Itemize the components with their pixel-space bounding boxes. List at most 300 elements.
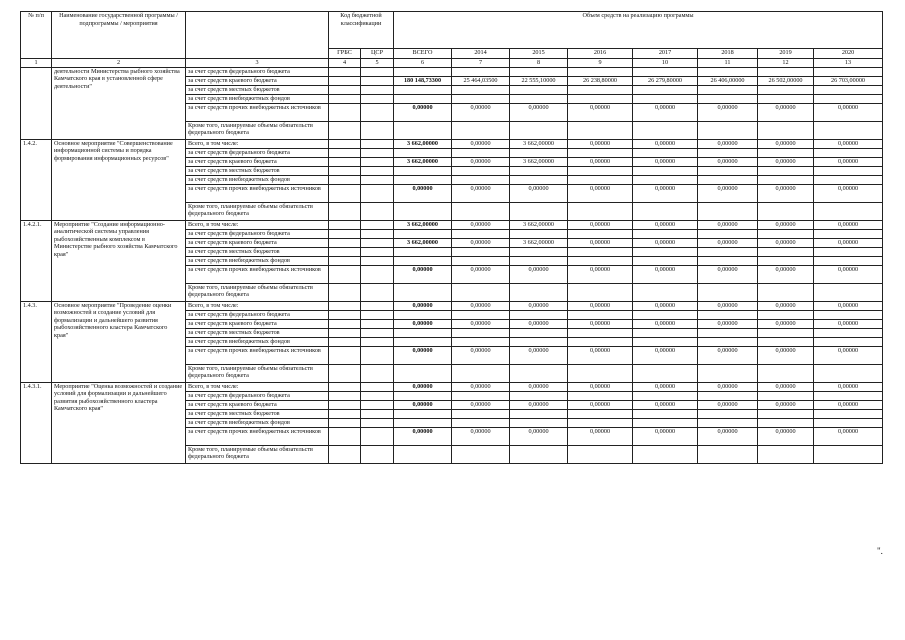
year-value: 0,00000 xyxy=(814,400,883,409)
year-value xyxy=(633,175,698,184)
funding-source-label: Всего, в том числе: xyxy=(186,382,329,391)
year-value xyxy=(698,391,758,400)
grbs-cell xyxy=(329,67,361,76)
year-value: 0,00000 xyxy=(633,184,698,202)
csr-cell xyxy=(361,220,394,229)
csr-cell xyxy=(361,67,394,76)
total-value: 0,00000 xyxy=(394,346,452,364)
header-total: ВСЕГО xyxy=(394,49,452,59)
year-value xyxy=(814,391,883,400)
year-value xyxy=(698,409,758,418)
funding-source-label: за счет средств внебюджетных фондов xyxy=(186,94,329,103)
total-value: 3 662,00000 xyxy=(394,139,452,148)
year-value xyxy=(698,337,758,346)
funding-source-label: Всего, в том числе: xyxy=(186,139,329,148)
year-value xyxy=(758,94,814,103)
funding-source-label: за счет средств федерального бюджета xyxy=(186,310,329,319)
csr-cell xyxy=(361,391,394,400)
year-value: 0,00000 xyxy=(814,382,883,391)
year-value xyxy=(698,121,758,139)
year-value: 0,00000 xyxy=(510,382,568,391)
funding-source-label: за счет средств местных бюджетов xyxy=(186,166,329,175)
header-year: 2017 xyxy=(633,49,698,59)
year-value: 0,00000 xyxy=(698,265,758,283)
item-name: деятельности Министерства рыбного хозяйства Камчатского края в установленной сфере деятельности" xyxy=(52,67,186,139)
year-value xyxy=(633,202,698,220)
year-value: 0,00000 xyxy=(698,103,758,121)
year-value: 0,00000 xyxy=(814,157,883,166)
col-num: 8 xyxy=(510,59,568,68)
year-value xyxy=(568,418,633,427)
grbs-cell xyxy=(329,319,361,328)
year-value xyxy=(452,283,510,301)
year-value xyxy=(452,175,510,184)
total-value: 3 662,00000 xyxy=(394,238,452,247)
year-value: 0,00000 xyxy=(698,301,758,310)
year-value xyxy=(510,85,568,94)
total-value xyxy=(394,175,452,184)
year-value: 0,00000 xyxy=(633,157,698,166)
year-value xyxy=(814,364,883,382)
year-value xyxy=(510,229,568,238)
csr-cell xyxy=(361,229,394,238)
csr-cell xyxy=(361,148,394,157)
year-value: 0,00000 xyxy=(814,238,883,247)
csr-cell xyxy=(361,265,394,283)
year-value xyxy=(510,166,568,175)
total-value xyxy=(394,256,452,265)
grbs-cell xyxy=(329,202,361,220)
year-value: 3 662,00000 xyxy=(510,238,568,247)
year-value xyxy=(814,166,883,175)
year-value xyxy=(568,445,633,463)
csr-cell xyxy=(361,364,394,382)
year-value: 0,00000 xyxy=(568,184,633,202)
year-value xyxy=(758,148,814,157)
csr-cell xyxy=(361,283,394,301)
year-value xyxy=(814,85,883,94)
year-value xyxy=(510,328,568,337)
year-value xyxy=(814,67,883,76)
year-value: 0,00000 xyxy=(698,382,758,391)
year-value: 0,00000 xyxy=(814,184,883,202)
grbs-cell xyxy=(329,382,361,391)
year-value xyxy=(568,328,633,337)
table-row xyxy=(21,301,883,310)
year-value xyxy=(452,256,510,265)
year-value: 0,00000 xyxy=(814,265,883,283)
year-value: 0,00000 xyxy=(814,301,883,310)
funding-source-label: за счет средств внебюджетных фондов xyxy=(186,256,329,265)
year-value xyxy=(814,175,883,184)
year-value: 0,00000 xyxy=(758,238,814,247)
year-value: 0,00000 xyxy=(510,400,568,409)
funding-source-label: Кроме того, планируемые объемы обязательств федерального бюджета xyxy=(186,202,329,220)
year-value xyxy=(633,328,698,337)
csr-cell xyxy=(361,94,394,103)
year-value: 0,00000 xyxy=(452,103,510,121)
grbs-cell xyxy=(329,400,361,409)
header-grbs: ГРБС xyxy=(329,49,361,59)
total-value xyxy=(394,391,452,400)
year-value xyxy=(452,67,510,76)
total-value xyxy=(394,121,452,139)
total-value: 0,00000 xyxy=(394,301,452,310)
year-value: 0,00000 xyxy=(510,427,568,445)
year-value xyxy=(568,67,633,76)
year-value: 0,00000 xyxy=(633,301,698,310)
year-value xyxy=(758,364,814,382)
funding-source-label: за счет средств федерального бюджета xyxy=(186,391,329,400)
total-value xyxy=(394,310,452,319)
grbs-cell xyxy=(329,265,361,283)
year-value xyxy=(698,94,758,103)
total-value xyxy=(394,166,452,175)
year-value: 3 662,00000 xyxy=(510,157,568,166)
total-value xyxy=(394,364,452,382)
year-value xyxy=(568,94,633,103)
header-year: 2018 xyxy=(698,49,758,59)
year-value: 0,00000 xyxy=(814,319,883,328)
year-value: 0,00000 xyxy=(698,238,758,247)
year-value: 0,00000 xyxy=(568,157,633,166)
year-value: 0,00000 xyxy=(698,400,758,409)
item-number: 1.4.2. xyxy=(21,139,52,220)
grbs-cell xyxy=(329,328,361,337)
funding-source-label: Кроме того, планируемые объемы обязательств федерального бюджета xyxy=(186,364,329,382)
year-value xyxy=(633,418,698,427)
year-value xyxy=(758,202,814,220)
total-value xyxy=(394,409,452,418)
year-value xyxy=(758,256,814,265)
grbs-cell xyxy=(329,364,361,382)
year-value xyxy=(633,310,698,319)
funding-source-label: Кроме того, планируемые объемы обязательств федерального бюджета xyxy=(186,445,329,463)
item-number: 1.4.3. xyxy=(21,301,52,382)
year-value xyxy=(452,364,510,382)
year-value xyxy=(698,364,758,382)
year-value xyxy=(633,166,698,175)
year-value xyxy=(510,337,568,346)
year-value xyxy=(633,445,698,463)
grbs-cell xyxy=(329,76,361,85)
total-value: 0,00000 xyxy=(394,265,452,283)
year-value: 0,00000 xyxy=(510,265,568,283)
year-value xyxy=(510,283,568,301)
item-number xyxy=(21,67,52,139)
year-value xyxy=(568,283,633,301)
year-value xyxy=(452,328,510,337)
funding-source-label: за счет средств внебюджетных фондов xyxy=(186,175,329,184)
year-value: 0,00000 xyxy=(758,319,814,328)
total-value: 0,00000 xyxy=(394,400,452,409)
col-num: 12 xyxy=(758,59,814,68)
grbs-cell xyxy=(329,391,361,400)
year-value: 0,00000 xyxy=(633,139,698,148)
year-value xyxy=(568,310,633,319)
year-value xyxy=(452,94,510,103)
csr-cell xyxy=(361,103,394,121)
year-value xyxy=(814,328,883,337)
year-value xyxy=(510,409,568,418)
budget-table xyxy=(20,11,883,464)
csr-cell xyxy=(361,310,394,319)
funding-source-label: за счет средств прочих внебюджетных источников xyxy=(186,184,329,202)
grbs-cell xyxy=(329,238,361,247)
year-value xyxy=(568,166,633,175)
year-value: 0,00000 xyxy=(568,400,633,409)
year-value: 0,00000 xyxy=(568,301,633,310)
year-value: 0,00000 xyxy=(758,139,814,148)
year-value: 0,00000 xyxy=(452,346,510,364)
grbs-cell xyxy=(329,220,361,229)
year-value xyxy=(814,121,883,139)
grbs-cell xyxy=(329,121,361,139)
total-value: 0,00000 xyxy=(394,319,452,328)
csr-cell xyxy=(361,256,394,265)
funding-source-label: Всего, в том числе: xyxy=(186,301,329,310)
col-num: 10 xyxy=(633,59,698,68)
total-value: 0,00000 xyxy=(394,184,452,202)
year-value: 0,00000 xyxy=(452,319,510,328)
year-value xyxy=(510,247,568,256)
header-num: № п/п xyxy=(21,12,52,59)
year-value: 0,00000 xyxy=(568,427,633,445)
year-value xyxy=(510,121,568,139)
year-value xyxy=(633,94,698,103)
year-value: 0,00000 xyxy=(510,103,568,121)
year-value xyxy=(698,148,758,157)
year-value: 0,00000 xyxy=(698,319,758,328)
year-value xyxy=(814,256,883,265)
year-value: 0,00000 xyxy=(758,103,814,121)
csr-cell xyxy=(361,202,394,220)
year-value: 0,00000 xyxy=(633,346,698,364)
year-value xyxy=(568,229,633,238)
year-value xyxy=(698,283,758,301)
year-value: 3 662,00000 xyxy=(510,220,568,229)
year-value xyxy=(452,391,510,400)
total-value xyxy=(394,247,452,256)
year-value: 0,00000 xyxy=(814,103,883,121)
funding-source-label: за счет средств прочих внебюджетных источников xyxy=(186,346,329,364)
header-year: 2015 xyxy=(510,49,568,59)
year-value xyxy=(698,166,758,175)
year-value: 0,00000 xyxy=(758,346,814,364)
year-value xyxy=(814,148,883,157)
year-value: 0,00000 xyxy=(758,382,814,391)
column-number-row xyxy=(21,59,883,68)
year-value xyxy=(510,202,568,220)
total-value xyxy=(394,229,452,238)
grbs-cell xyxy=(329,247,361,256)
year-value: 0,00000 xyxy=(633,103,698,121)
total-value xyxy=(394,337,452,346)
year-value: 0,00000 xyxy=(568,382,633,391)
total-value xyxy=(394,67,452,76)
csr-cell xyxy=(361,418,394,427)
col-num: 6 xyxy=(394,59,452,68)
csr-cell xyxy=(361,409,394,418)
grbs-cell xyxy=(329,445,361,463)
year-value: 0,00000 xyxy=(510,346,568,364)
grbs-cell xyxy=(329,148,361,157)
year-value: 0,00000 xyxy=(758,301,814,310)
table-row xyxy=(21,382,883,391)
year-value xyxy=(452,148,510,157)
header-volume: Объем средств на реализацию программы xyxy=(394,12,883,49)
year-value: 0,00000 xyxy=(633,238,698,247)
total-value: 0,00000 xyxy=(394,427,452,445)
year-value xyxy=(758,391,814,400)
csr-cell xyxy=(361,247,394,256)
csr-cell xyxy=(361,85,394,94)
csr-cell xyxy=(361,400,394,409)
funding-source-label: за счет средств краевого бюджета xyxy=(186,76,329,85)
year-value: 22 555,10000 xyxy=(510,76,568,85)
year-value xyxy=(698,445,758,463)
funding-source-label: за счет средств краевого бюджета xyxy=(186,400,329,409)
year-value xyxy=(510,256,568,265)
year-value: 0,00000 xyxy=(452,301,510,310)
header-row-1 xyxy=(21,12,883,49)
header-name: Наименование государственной программы / подпрограммы / мероприятия xyxy=(52,12,186,59)
csr-cell xyxy=(361,157,394,166)
year-value: 3 662,00000 xyxy=(510,139,568,148)
year-value: 0,00000 xyxy=(698,220,758,229)
year-value xyxy=(758,418,814,427)
year-value xyxy=(633,148,698,157)
year-value xyxy=(633,391,698,400)
year-value xyxy=(758,310,814,319)
year-value xyxy=(568,256,633,265)
year-value: 26 502,00000 xyxy=(758,76,814,85)
header-code: Код бюджетной классификации xyxy=(329,12,394,49)
year-value: 0,00000 xyxy=(452,220,510,229)
total-value xyxy=(394,85,452,94)
year-value xyxy=(633,247,698,256)
year-value xyxy=(568,148,633,157)
year-value: 0,00000 xyxy=(814,220,883,229)
grbs-cell xyxy=(329,310,361,319)
funding-source-label: за счет средств местных бюджетов xyxy=(186,328,329,337)
year-value xyxy=(510,418,568,427)
year-value: 0,00000 xyxy=(633,400,698,409)
year-value xyxy=(814,445,883,463)
year-value xyxy=(758,445,814,463)
year-value xyxy=(510,148,568,157)
csr-cell xyxy=(361,166,394,175)
year-value: 0,00000 xyxy=(814,139,883,148)
header-csr: ЦСР xyxy=(361,49,394,59)
year-value: 0,00000 xyxy=(452,382,510,391)
year-value: 0,00000 xyxy=(698,139,758,148)
year-value: 0,00000 xyxy=(452,184,510,202)
year-value: 0,00000 xyxy=(633,382,698,391)
funding-source-label: за счет средств федерального бюджета xyxy=(186,229,329,238)
year-value xyxy=(814,229,883,238)
year-value xyxy=(452,337,510,346)
grbs-cell xyxy=(329,409,361,418)
year-value: 0,00000 xyxy=(452,400,510,409)
grbs-cell xyxy=(329,256,361,265)
col-num: 3 xyxy=(186,59,329,68)
year-value: 0,00000 xyxy=(633,265,698,283)
year-value xyxy=(814,247,883,256)
year-value: 0,00000 xyxy=(568,265,633,283)
year-value xyxy=(698,85,758,94)
year-value xyxy=(814,418,883,427)
year-value xyxy=(633,283,698,301)
csr-cell xyxy=(361,319,394,328)
year-value xyxy=(633,229,698,238)
year-value xyxy=(814,202,883,220)
total-value: 3 662,00000 xyxy=(394,157,452,166)
total-value: 3 662,00000 xyxy=(394,220,452,229)
year-value: 0,00000 xyxy=(452,427,510,445)
year-value: 0,00000 xyxy=(758,157,814,166)
funding-source-label: Кроме того, планируемые объемы обязательств федерального бюджета xyxy=(186,283,329,301)
year-value xyxy=(698,418,758,427)
year-value: 0,00000 xyxy=(510,319,568,328)
grbs-cell xyxy=(329,418,361,427)
csr-cell xyxy=(361,121,394,139)
year-value: 0,00000 xyxy=(452,157,510,166)
year-value: 0,00000 xyxy=(758,220,814,229)
year-value xyxy=(814,337,883,346)
year-value xyxy=(568,409,633,418)
col-num: 5 xyxy=(361,59,394,68)
funding-source-label: Всего, в том числе: xyxy=(186,220,329,229)
funding-source-label: за счет средств краевого бюджета xyxy=(186,238,329,247)
header-year: 2019 xyxy=(758,49,814,59)
total-value: 0,00000 xyxy=(394,103,452,121)
grbs-cell xyxy=(329,103,361,121)
col-num: 7 xyxy=(452,59,510,68)
year-value xyxy=(568,364,633,382)
total-value xyxy=(394,148,452,157)
grbs-cell xyxy=(329,229,361,238)
total-value xyxy=(394,202,452,220)
year-value: 0,00000 xyxy=(698,346,758,364)
year-value xyxy=(698,247,758,256)
year-value xyxy=(510,175,568,184)
item-number: 1.4.2.1. xyxy=(21,220,52,301)
grbs-cell xyxy=(329,427,361,445)
year-value: 0,00000 xyxy=(633,427,698,445)
grbs-cell xyxy=(329,337,361,346)
year-value: 0,00000 xyxy=(698,427,758,445)
year-value xyxy=(758,85,814,94)
csr-cell xyxy=(361,238,394,247)
year-value: 0,00000 xyxy=(568,220,633,229)
grbs-cell xyxy=(329,184,361,202)
year-value: 0,00000 xyxy=(568,139,633,148)
funding-source-label: за счет средств местных бюджетов xyxy=(186,85,329,94)
funding-source-label: за счет средств прочих внебюджетных источников xyxy=(186,427,329,445)
csr-cell xyxy=(361,175,394,184)
year-value: 26 238,80000 xyxy=(568,76,633,85)
grbs-cell xyxy=(329,166,361,175)
col-num: 11 xyxy=(698,59,758,68)
year-value xyxy=(698,256,758,265)
col-num: 9 xyxy=(568,59,633,68)
funding-source-label: за счет средств внебюджетных фондов xyxy=(186,337,329,346)
funding-source-label: за счет средств местных бюджетов xyxy=(186,247,329,256)
year-value: 0,00000 xyxy=(698,157,758,166)
header-year: 2014 xyxy=(452,49,510,59)
csr-cell xyxy=(361,346,394,364)
